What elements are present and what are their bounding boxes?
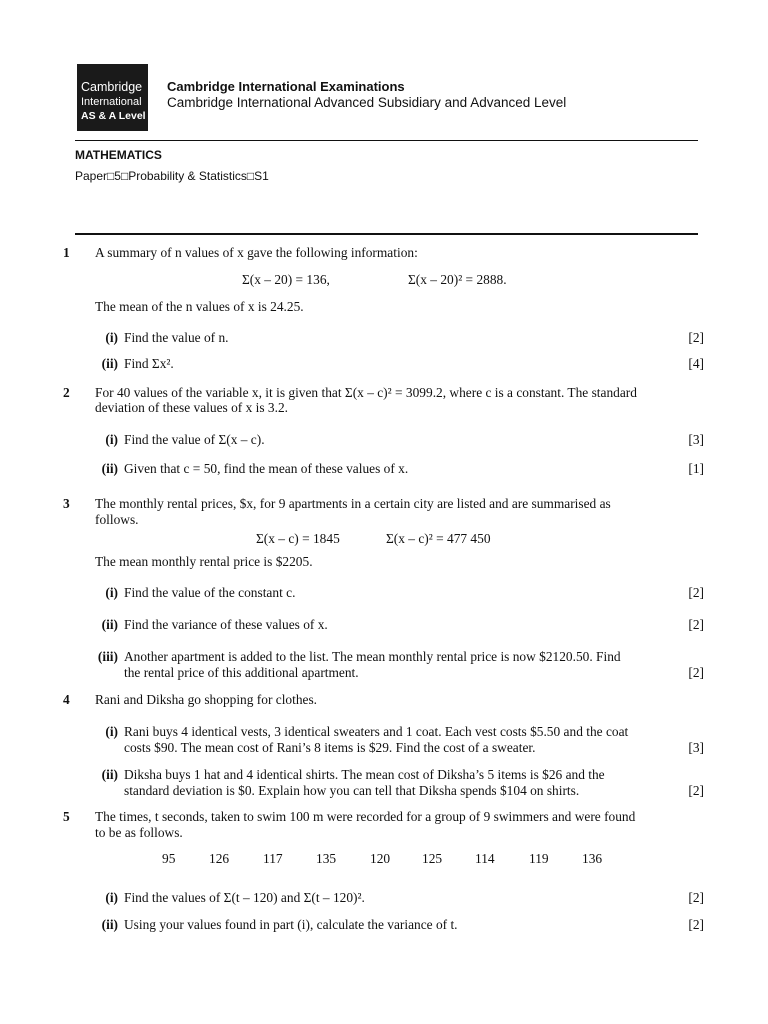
question-number-5: 5 (63, 809, 70, 824)
question-number-1: 1 (63, 245, 70, 260)
q1-intro: A summary of n values of x gave the following information: (95, 245, 418, 260)
q4-part-i-line-2: costs $90. The mean cost of Rani’s 8 items is $29. Find the cost of a sweater. (124, 740, 536, 755)
q5-data-value: 95 (162, 851, 176, 866)
q3-part-ii-text: Find the variance of these values of x. (124, 617, 328, 632)
q3-part-iii-line-2: the rental price of this additional apartment. (124, 665, 359, 680)
q5-part-i-mark: [2] (688, 890, 704, 905)
q4-intro: Rani and Diksha go shopping for clothes. (95, 692, 318, 707)
question-number-4: 4 (63, 692, 70, 707)
q2-part-i-label: (i) (105, 432, 118, 447)
exam-board: Cambridge International Examinations (167, 79, 405, 94)
q4-part-ii-line-1: Diksha buys 1 hat and 4 identical shirts. The mean cost of Diksha’s 5 items is $26 and the (124, 767, 605, 782)
q3-line-1: The monthly rental prices, $x, for 9 apartments in a certain city are listed and are summarised as (95, 496, 611, 511)
q5-part-i-label: (i) (105, 890, 118, 905)
q5-data-value: 135 (316, 851, 337, 866)
q2-part-i-text: Find the value of Σ(x – c). (124, 432, 265, 447)
paper-title: Paper□5□Probability & Statistics□S1 (75, 169, 269, 183)
q3-part-i-mark: [2] (688, 585, 704, 600)
q3-equation-1: Σ(x – c) = 1845 (256, 531, 340, 546)
q3-part-iii-line-1: Another apartment is added to the list. The mean monthly rental price is now $2120.50. Find (124, 649, 621, 664)
q3-line-2: follows. (95, 512, 139, 527)
q5-data-value: 117 (263, 851, 283, 866)
q3-part-i-label: (i) (105, 585, 118, 600)
logo-line-1: Cambridge (81, 80, 143, 94)
q4-part-i-label: (i) (105, 724, 118, 739)
q1-part-i-mark: [2] (688, 330, 704, 345)
q2-part-i-mark: [3] (688, 432, 704, 447)
q3-part-ii-label: (ii) (101, 617, 118, 632)
q4-part-ii-label: (ii) (101, 767, 118, 782)
q5-data-value: 114 (475, 851, 495, 866)
q5-part-i-text: Find the values of Σ(t – 120) and Σ(t – 120)². (124, 890, 365, 905)
q2-part-ii-mark: [1] (688, 461, 704, 476)
q2-line-2: deviation of these values of x is 3.2. (95, 400, 289, 415)
q5-data-value: 120 (370, 851, 391, 866)
q3-part-ii-mark: [2] (688, 617, 704, 632)
q5-line-1: The times, t seconds, taken to swim 100 m were recorded for a group of 9 swimmers and were found (95, 809, 636, 824)
qualification: Cambridge International Advanced Subsidiary and Advanced Level (167, 95, 567, 110)
q1-equation-2: Σ(x – 20)² = 2888. (408, 272, 507, 287)
q1-part-ii-label: (ii) (101, 356, 118, 371)
q1-equation-1: Σ(x – 20) = 136, (242, 272, 330, 287)
q3-mean: The mean monthly rental price is $2205. (95, 554, 313, 569)
subject-title: MATHEMATICS (75, 148, 162, 162)
q5-part-ii-mark: [2] (688, 917, 704, 932)
q1-part-i-label: (i) (105, 330, 118, 345)
q3-part-iii-mark: [2] (688, 665, 704, 680)
q5-part-ii-text: Using your values found in part (i), calculate the variance of t. (124, 917, 458, 932)
q4-part-ii-mark: [2] (688, 783, 704, 798)
q5-data-value: 126 (209, 851, 230, 866)
q5-part-ii-label: (ii) (101, 917, 118, 932)
logo-line-3: AS & A Level (81, 110, 146, 122)
q5-data-value: 136 (582, 851, 603, 866)
q2-line-1: For 40 values of the variable x, it is given that Σ(x – c)² = 3099.2, where c is a constant. The standard (95, 385, 637, 400)
section-rule (75, 233, 698, 235)
q3-equation-2: Σ(x – c)² = 477 450 (386, 531, 491, 546)
q1-part-i-text: Find the value of n. (124, 330, 229, 345)
q5-data-value: 119 (529, 851, 549, 866)
q2-part-ii-text: Given that c = 50, find the mean of these values of x. (124, 461, 409, 476)
q1-part-ii-text: Find Σx². (124, 356, 174, 371)
q1-mean: The mean of the n values of x is 24.25. (95, 299, 304, 314)
q2-part-ii-label: (ii) (101, 461, 118, 476)
q3-part-iii-label: (iii) (97, 649, 118, 664)
q5-line-2: to be as follows. (95, 825, 183, 840)
q5-data-value: 125 (422, 851, 443, 866)
q4-part-i-mark: [3] (688, 740, 704, 755)
header-rule (75, 140, 698, 141)
question-number-3: 3 (63, 496, 70, 511)
cambridge-logo (77, 64, 148, 131)
logo-line-2: International (81, 96, 142, 108)
q3-part-i-text: Find the value of the constant c. (124, 585, 296, 600)
q1-part-ii-mark: [4] (688, 356, 704, 371)
q4-part-ii-line-2: standard deviation is $0. Explain how you can tell that Diksha spends $104 on shirts. (124, 783, 580, 798)
q4-part-i-line-1: Rani buys 4 identical vests, 3 identical sweaters and 1 coat. Each vest costs $5.50 and the coat (124, 724, 629, 739)
question-number-2: 2 (63, 385, 70, 400)
